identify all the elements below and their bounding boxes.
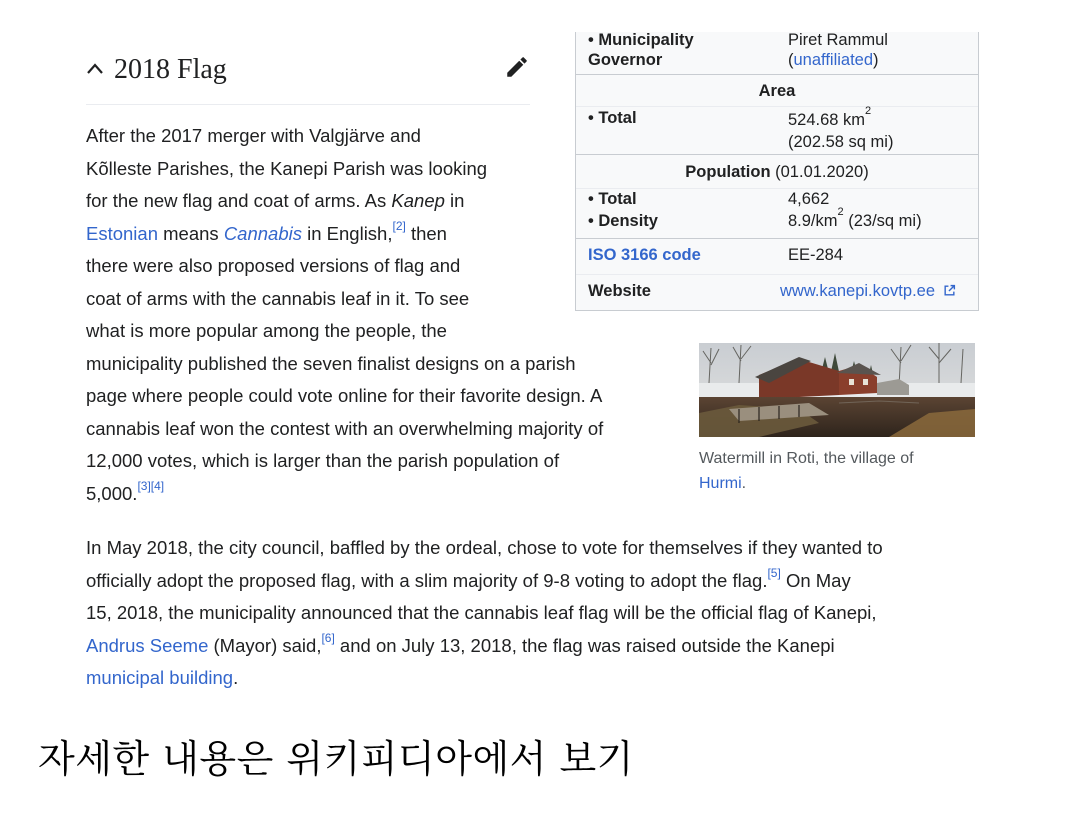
text-line: page where people could vote online for their favorite design. A — [86, 385, 603, 406]
infobox-header-area: Area — [576, 74, 978, 106]
text-line: 5,000.[3][4] — [86, 479, 165, 504]
infobox-label: • Total — [588, 109, 637, 127]
infobox-value: Piret Rammul (unaffiliated) — [788, 31, 888, 69]
text-line: municipality published the seven finalist designs on a parish — [86, 352, 576, 374]
text-line: there were also proposed versions of flag and — [86, 255, 461, 276]
infobox-row-iso — [576, 238, 978, 274]
section-heading[interactable] — [86, 50, 530, 105]
reference-3-4[interactable]: [3][4] — [137, 479, 165, 494]
infobox-value: 4,662 — [788, 190, 830, 208]
link-estonian[interactable]: Estonian — [86, 222, 158, 244]
external-link-icon — [943, 283, 956, 302]
chevron-up-icon[interactable] — [86, 52, 104, 82]
infobox-value — [780, 282, 956, 302]
infobox-row-website — [576, 274, 978, 310]
footer-caption: 자세한 내용은 위키피디아에서 보기 — [38, 737, 634, 781]
infobox-header-population: Population (01.01.2020) — [576, 154, 978, 188]
text-line: In May 2018, the city council, baffled by the ordeal, chose to vote for themselves if they wanted to — [86, 537, 883, 558]
text-line: municipal building. — [86, 667, 239, 688]
link-municipal-building[interactable]: municipal building — [86, 667, 234, 688]
infobox-row-area-total — [576, 106, 978, 154]
text-line: coat of arms with the cannabis leaf in it. To see — [86, 287, 470, 309]
text-line: Kõlleste Parishes, the Kanepi Parish was looking — [86, 157, 488, 179]
infobox-label: Website — [588, 282, 651, 300]
reference-2[interactable]: [2] — [392, 219, 406, 234]
infobox-label: • Density — [588, 212, 658, 230]
infobox-row-governor — [576, 32, 978, 74]
infobox — [575, 32, 979, 311]
infobox-label: • Municipality Governor — [588, 31, 694, 69]
section-title: 2018 Flag — [114, 54, 227, 85]
text-line: officially adopt the proposed flag, with a slim majority of 9-8 voting to adopt the flag.[5] On May — [86, 566, 851, 591]
infobox-value: 524.68 $km^2$ (202.58 sq mi) — [788, 104, 894, 151]
text-line: for the new flag and coat of arms. As Kanep in — [86, 190, 465, 211]
infobox-value: EE-284 — [788, 246, 844, 264]
link-unaffiliated[interactable]: unaffiliated — [793, 51, 874, 69]
link-website[interactable]: www.kanepi.kovtp.ee — [780, 282, 936, 300]
link-andrus-seeme[interactable]: Andrus Seeme — [86, 634, 209, 656]
text-line: 15, 2018, the municipality announced that the cannabis leaf flag will be the official flag of Kanepi, — [86, 602, 877, 623]
link-iso-3166-code[interactable]: ISO 3166 code — [588, 246, 701, 264]
text-line: 12,000 votes, which is larger than the parish population of — [86, 450, 560, 471]
text-line: what is more popular among the people, the — [86, 320, 447, 341]
link-hurmi[interactable]: Hurmi — [699, 475, 742, 492]
infobox-row-pop-total — [576, 188, 978, 212]
link-cannabis[interactable]: Cannabis — [223, 222, 302, 244]
image-caption: Watermill in Roti, the village of Hurmi. — [699, 450, 914, 492]
infobox-value: $8.9/km^2$ (23/sq mi) — [788, 205, 922, 230]
italic-kanep: Kanep — [391, 190, 445, 211]
text-line: cannabis leaf won the contest with an overwhelming majority of — [86, 417, 604, 439]
infobox-row-density — [576, 205, 978, 238]
text-line: After the 2017 merger with Valgjärve and — [86, 125, 421, 146]
reference-5[interactable]: [5] — [767, 566, 781, 581]
text-line: Andrus Seeme (Mayor) said,[6] and on July 13, 2018, the flag was raised outside the Kanepi — [86, 631, 835, 656]
paragraph-2 — [86, 532, 986, 695]
pencil-edit-icon[interactable] — [504, 54, 530, 80]
text-line: Estonian means Cannabis in English,[2] then — [86, 219, 447, 244]
watermill-image[interactable] — [699, 343, 975, 437]
infobox-label: • Total — [588, 190, 637, 208]
reference-6[interactable]: [6] — [321, 631, 335, 646]
